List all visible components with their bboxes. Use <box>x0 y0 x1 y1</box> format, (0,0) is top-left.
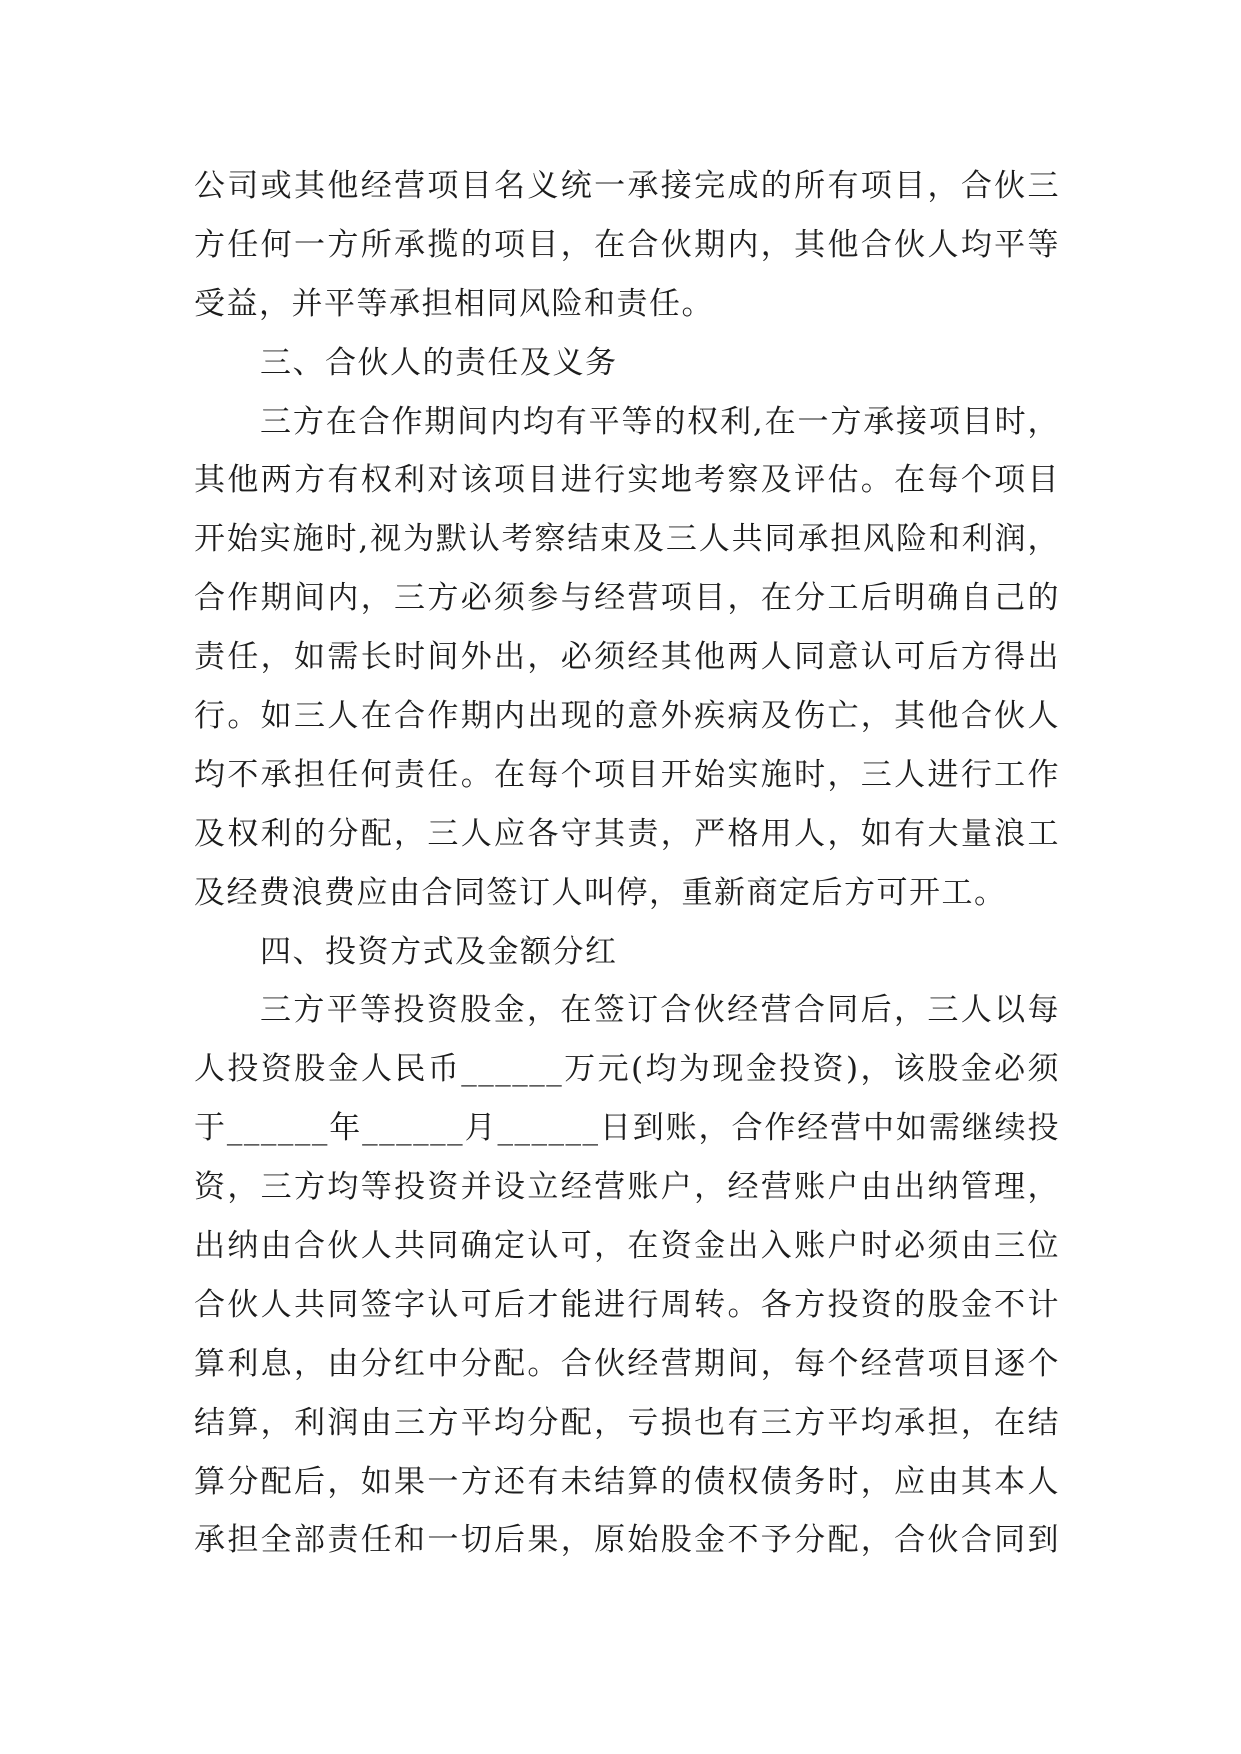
section-heading-investment: 四、投资方式及金额分红 <box>260 933 618 970</box>
text-line: 合作期间内，三方必须参与经营项目，在分工后明确自己的 <box>194 580 1060 617</box>
text-line: 出纳由合伙人共同确定认可，在资金出入账户时必须由三位 <box>194 1228 1060 1265</box>
text-line: 资，三方均等投资并设立经营账户，经营账户由出纳管理， <box>194 1169 1060 1206</box>
text-line: 行。如三人在合作期内出现的意外疾病及伤亡，其他合伙人 <box>194 698 1060 735</box>
text-line: 于______年______月______日到账，合作经营中如需继续投 <box>194 1110 1060 1147</box>
text-line: 三方平等投资股金，在签订合伙经营合同后，三人以每 <box>260 992 1060 1029</box>
text-line: 责任，如需长时间外出，必须经其他两人同意认可后方得出 <box>194 639 1060 676</box>
text-line: 算利息，由分红中分配。合伙经营期间，每个经营项目逐个 <box>194 1345 1060 1382</box>
text-line: 人投资股金人民币______万元(均为现金投资)，该股金必须 <box>194 1051 1060 1088</box>
text-line: 合伙人共同签字认可后才能进行周转。各方投资的股金不计 <box>194 1286 1060 1323</box>
text-line: 及经费浪费应由合同签订人叫停，重新商定后方可开工。 <box>194 874 1007 911</box>
text-line: 公司或其他经营项目名义统一承接完成的所有项目，合伙三 <box>194 168 1060 204</box>
paragraph-responsibilities <box>194 393 1060 923</box>
paragraph-investment <box>194 981 1060 1570</box>
text-line: 及权利的分配，三人应各守其责，严格用人，如有大量浪工 <box>194 815 1060 852</box>
text-line: 方任何一方所承揽的项目，在合伙期内，其他合伙人均平等 <box>194 226 1060 263</box>
document-body <box>194 157 1060 1570</box>
text-line: 算分配后，如果一方还有未结算的债权债务时，应由其本人 <box>194 1463 1060 1500</box>
section-heading-responsibilities: 三、合伙人的责任及义务 <box>260 344 618 381</box>
text-line: 其他两方有权利对该项目进行实地考察及评估。在每个项目 <box>194 462 1060 499</box>
text-line: 结算，利润由三方平均分配，亏损也有三方平均承担，在结 <box>194 1404 1060 1441</box>
text-line: 受益，并平等承担相同风险和责任。 <box>194 285 714 322</box>
paragraph-scope <box>194 157 1060 334</box>
text-line: 开始实施时,视为默认考察结束及三人共同承担风险和利润， <box>194 521 1060 558</box>
text-line: 均不承担任何责任。在每个项目开始实施时，三人进行工作 <box>194 756 1060 793</box>
text-line: 三方在合作期间内均有平等的权利,在一方承接项目时， <box>260 403 1060 440</box>
text-line: 承担全部责任和一切后果，原始股金不予分配，合伙合同到 <box>194 1522 1060 1559</box>
